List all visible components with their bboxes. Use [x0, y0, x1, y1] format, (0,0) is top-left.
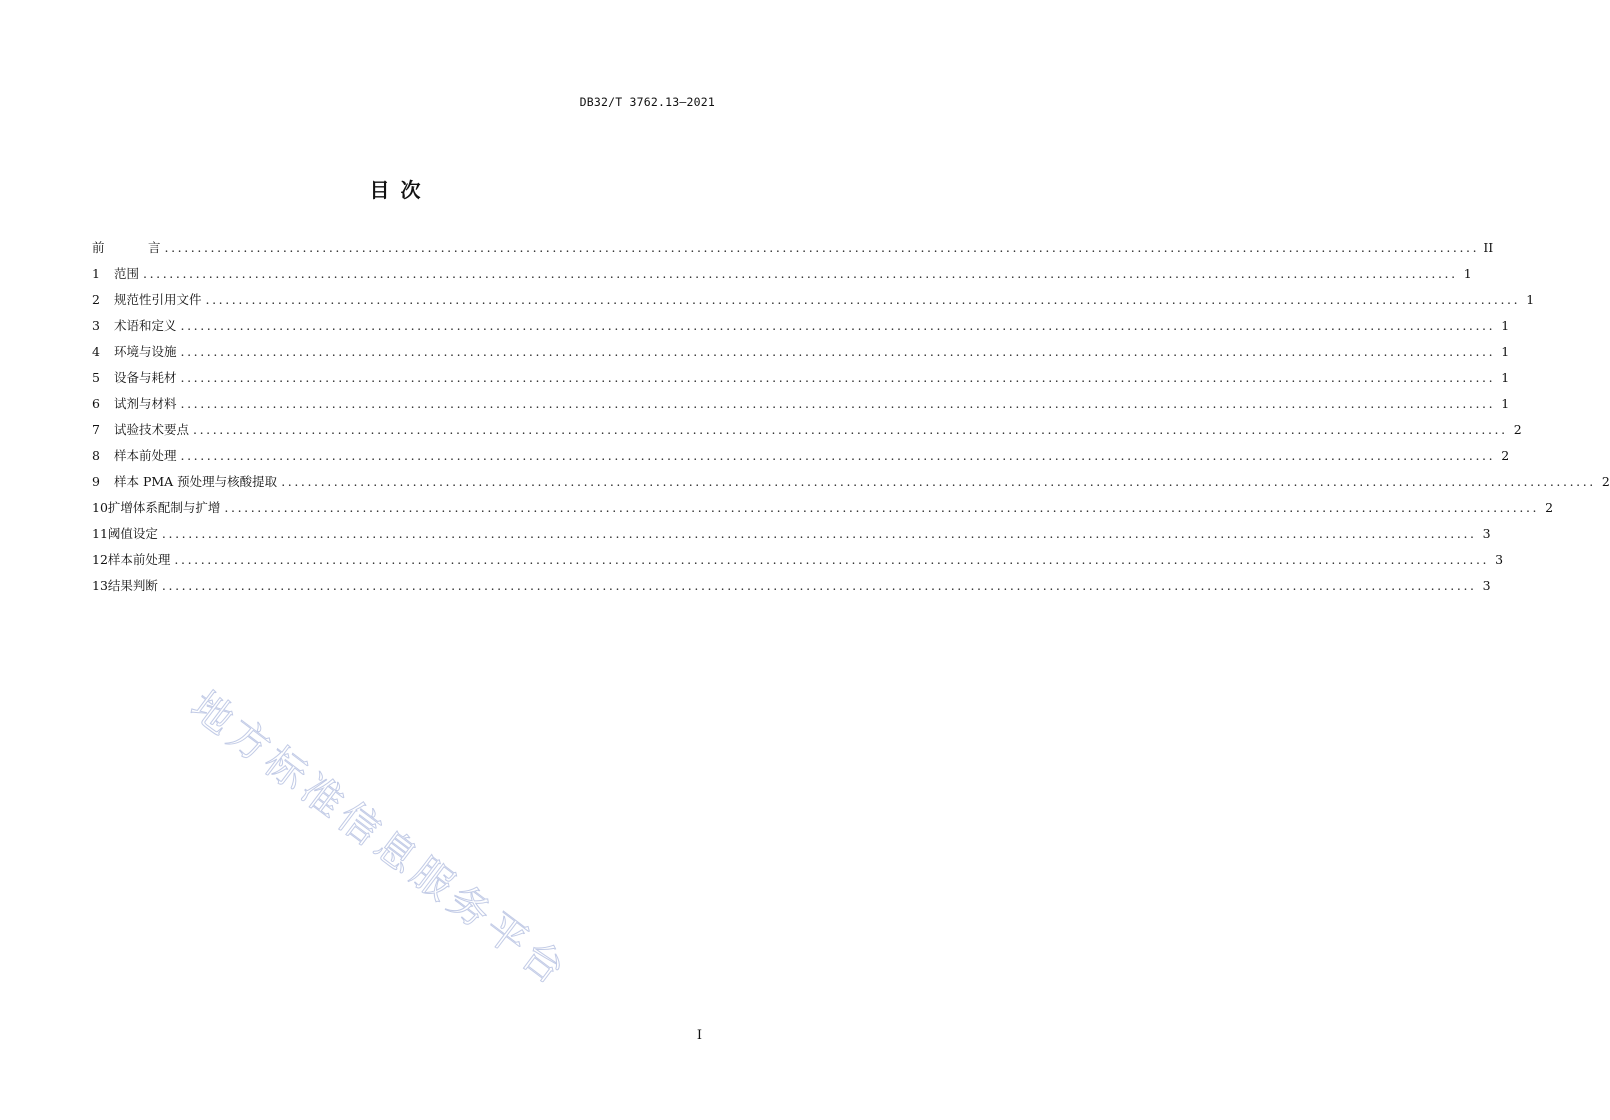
toc-title: 目 次	[369, 178, 423, 202]
toc-entry-number: 11	[92, 526, 108, 541]
toc-entry-page: II	[1483, 240, 1494, 255]
toc-dot-leader: ........................................................................................................................................................................................................	[161, 578, 1477, 593]
toc-entry[interactable]	[92, 550, 1504, 576]
toc-entry-number: 10	[92, 500, 108, 515]
toc-entry-page: 3	[1495, 552, 1504, 567]
toc-entry-number: 4	[92, 344, 100, 359]
toc-entry-label: 试剂与材料	[114, 396, 177, 411]
toc-entry[interactable]	[92, 576, 1491, 602]
toc-entry-page: 3	[1482, 578, 1491, 593]
toc-entry-number: 12	[92, 552, 108, 567]
toc-dot-leader: ........................................................................................................................................................................................................	[143, 266, 1458, 281]
toc-entry-label: 范围	[114, 266, 140, 281]
watermark: 地方标准信息服务平台	[182, 682, 578, 997]
page-number: I	[696, 1028, 702, 1043]
toc-list	[92, 238, 1610, 602]
toc-entry-label: 扩增体系配制与扩增	[107, 500, 221, 515]
toc-dot-leader: ........................................................................................................................................................................................................	[205, 292, 1521, 307]
toc-entry-page: 3	[1482, 526, 1491, 541]
toc-entry-page: 1	[1501, 318, 1510, 333]
toc-entry[interactable]	[92, 342, 1510, 368]
toc-entry-number: 前	[92, 240, 105, 255]
toc-dot-leader: ........................................................................................................................................................................................................	[180, 396, 1496, 411]
toc-entry-number: 3	[92, 318, 100, 333]
toc-entry-label: 设备与耗材	[114, 370, 177, 385]
toc-entry-page: 1	[1501, 344, 1510, 359]
toc-entry-label: 样本 PMA 预处理与核酸提取	[114, 474, 278, 489]
toc-dot-leader: ........................................................................................................................................................................................................	[180, 318, 1496, 333]
toc-dot-leader: ........................................................................................................................................................................................................	[174, 552, 1490, 567]
toc-entry-number: 6	[92, 396, 100, 411]
toc-entry[interactable]	[92, 394, 1510, 420]
document-code: DB32/T 3762.13—2021	[579, 95, 715, 109]
toc-entry-label: 言	[148, 240, 161, 255]
toc-entry-page: 1	[1526, 292, 1535, 307]
toc-entry-label: 环境与设施	[114, 344, 177, 359]
toc-dot-leader: ........................................................................................................................................................................................................	[281, 474, 1596, 489]
toc-entry[interactable]	[92, 524, 1491, 550]
toc-entry-label: 试验技术要点	[114, 422, 190, 437]
toc-entry-label: 样本前处理	[114, 448, 177, 463]
toc-entry-number: 7	[92, 422, 100, 437]
toc-entry[interactable]	[92, 238, 1494, 264]
toc-entry[interactable]	[92, 498, 1554, 524]
toc-entry[interactable]	[92, 368, 1510, 394]
toc-entry-page: 2	[1513, 422, 1522, 437]
toc-entry[interactable]	[92, 446, 1510, 472]
toc-entry-page: 1	[1501, 370, 1510, 385]
toc-entry-page: 1	[1501, 396, 1510, 411]
toc-entry[interactable]	[92, 290, 1535, 316]
toc-entry-number: 13	[92, 578, 108, 593]
toc-entry-label: 结果判断	[107, 578, 158, 593]
toc-entry-page: 2	[1545, 500, 1554, 515]
toc-entry-page: 2	[1601, 474, 1610, 489]
toc-entry-page: 1	[1463, 266, 1472, 281]
toc-dot-leader: ........................................................................................................................................................................................................	[193, 422, 1508, 437]
toc-entry-number: 2	[92, 292, 100, 307]
toc-dot-leader: ........................................................................................................................................................................................................	[161, 526, 1477, 541]
toc-dot-leader: ........................................................................................................................................................................................................	[224, 500, 1540, 515]
toc-entry[interactable]	[92, 316, 1510, 342]
toc-entry-number: 8	[92, 448, 100, 463]
toc-entry[interactable]	[92, 264, 1472, 290]
toc-entry-number: 1	[92, 266, 100, 281]
toc-entry-label: 样本前处理	[107, 552, 171, 567]
toc-entry-page: 2	[1501, 448, 1510, 463]
toc-dot-leader: ........................................................................................................................................................................................................	[180, 448, 1496, 463]
toc-entry-label: 阈值设定	[107, 526, 158, 541]
toc-entry[interactable]	[92, 472, 1610, 498]
toc-dot-leader: ........................................................................................................................................................................................................	[180, 344, 1496, 359]
toc-entry-number: 5	[92, 370, 100, 385]
toc-entry-number: 9	[92, 474, 100, 489]
toc-dot-leader: ........................................................................................................................................................................................................	[180, 370, 1496, 385]
toc-entry-label: 术语和定义	[114, 318, 177, 333]
toc-entry[interactable]	[92, 420, 1522, 446]
toc-dot-leader: ........................................................................................................................................................................................................	[164, 240, 1480, 255]
toc-entry-label: 规范性引用文件	[114, 292, 202, 307]
